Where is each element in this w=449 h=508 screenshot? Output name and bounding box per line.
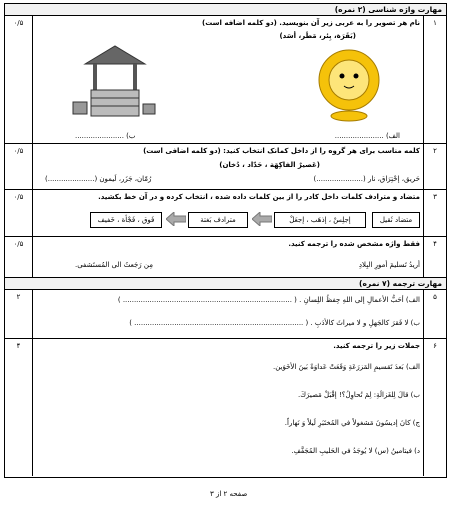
- question-text: متضاد و مترادف کلمات داخل کادر را از بین کلمات داده شده ، انتخاب کرده و در آن خط بکشید.: [98, 193, 420, 201]
- section-vocabulary-header: [5, 4, 446, 16]
- sentence-d: د) فيتامينُ (س) لا يُوجَدُ في الحَليبِ المُجَفَّفِ.: [291, 447, 420, 455]
- question-3: [5, 190, 446, 237]
- well-image: [65, 42, 165, 122]
- question-score: ۲: [5, 290, 33, 338]
- question-2: [5, 144, 446, 190]
- question-score: ۰/۵: [5, 237, 33, 277]
- question-number: ۲: [423, 144, 446, 189]
- answer-b: ب) ......................: [75, 132, 136, 140]
- box-synonym-words: إجلِسْ ، إذهَب ، إجعَلْ: [274, 212, 366, 228]
- answer-a: الف) ......................: [334, 132, 400, 140]
- page-footer: صفحه ۲ از ۳: [210, 490, 248, 498]
- section-translation-header: [5, 278, 446, 290]
- question-text: کلمه مناسب برای هر گروه را از داخل کمانک انتخاب کنید: (دو کلمه اضافی است): [143, 147, 420, 155]
- question-number: ۴: [423, 237, 446, 277]
- sentence-c: ج) كانَ إديسُونَ مَشغولاً في المُختَبَرِ لَيلاً وَ نَهاراً.: [284, 419, 420, 427]
- sentence-a: الف) أحَبُّ الأعمالِ إلى اللهِ حِفظُ اللِسانِ . ( ............................................................................ ): [117, 296, 420, 304]
- box-synonym-label: متضاد ثَقیل: [372, 212, 420, 228]
- word-options: (بَقَرَة، بِئر، مَطَر، أسَد): [279, 32, 356, 40]
- question-number: ۱: [423, 16, 446, 143]
- section-title: مهارت واژه شناسی (۲ نمره): [334, 5, 442, 14]
- group-2: رُمّان، جَزَر، لَيمون (.....................): [45, 175, 152, 183]
- box-antonym-label: مترادف بَغتة: [188, 212, 248, 228]
- sentence-2: مِن رَجَعتُ الى المُستَشفى.: [75, 261, 153, 269]
- lion-image: [314, 44, 384, 122]
- question-5: [5, 290, 446, 339]
- question-text: جملات زیر را ترجمه کنید.: [333, 342, 420, 350]
- question-number: ۳: [423, 190, 446, 236]
- arrow-left-icon: [252, 212, 272, 226]
- question-text: نام هر تصویر را به عربی زیر آن بنویسید. (دو کلمه اضافه است): [202, 19, 420, 27]
- question-6: [5, 339, 446, 476]
- question-text: فقط واژه مشخص شده را ترجمه کنید.: [288, 240, 420, 248]
- sentence-b: ب) لا فَقرَ كالجَهلِ و لا ميراثَ كالأدَبِ . ( ............................................................................ ): [129, 319, 420, 327]
- word-options: (عَصيرٌ الفاكِهَة ، حَدّاد ، دُخان): [219, 161, 320, 169]
- arrow-left-icon: [166, 212, 186, 226]
- question-score: ۴: [5, 339, 33, 476]
- question-score: ۰/۵: [5, 16, 33, 143]
- exam-sheet: [4, 3, 447, 478]
- question-1: [5, 16, 446, 144]
- question-number: ۵: [423, 290, 446, 338]
- question-number: ۶: [423, 339, 446, 476]
- box-antonym-words: فَوق ، فَجْأة ، خَفيف: [90, 212, 162, 228]
- group-1: حَريق، إحْتِرَاق، نار (.....................): [313, 175, 420, 183]
- question-score: ۰/۵: [5, 144, 33, 189]
- sentence-a: الف) بَعدَ تَقسيمِ المَزرَعَةِ وَقَعَتْ عَداوَةٌ بَينَ الأخَوَين.: [272, 363, 420, 371]
- sentence-b: ب) قالَ لِلغَزالَةِ: لِمَ تُحاوِلُ؟! إقْبَلْ مَصيرَكَ.: [298, 391, 420, 399]
- section-title: مهارت ترجمه (۷ نمره): [359, 279, 442, 288]
- question-score: ۰/۵: [5, 190, 33, 236]
- sentence-1: أريدُ تَسليمَ أمورِ البِلادِ: [358, 261, 420, 269]
- question-4: [5, 237, 446, 278]
